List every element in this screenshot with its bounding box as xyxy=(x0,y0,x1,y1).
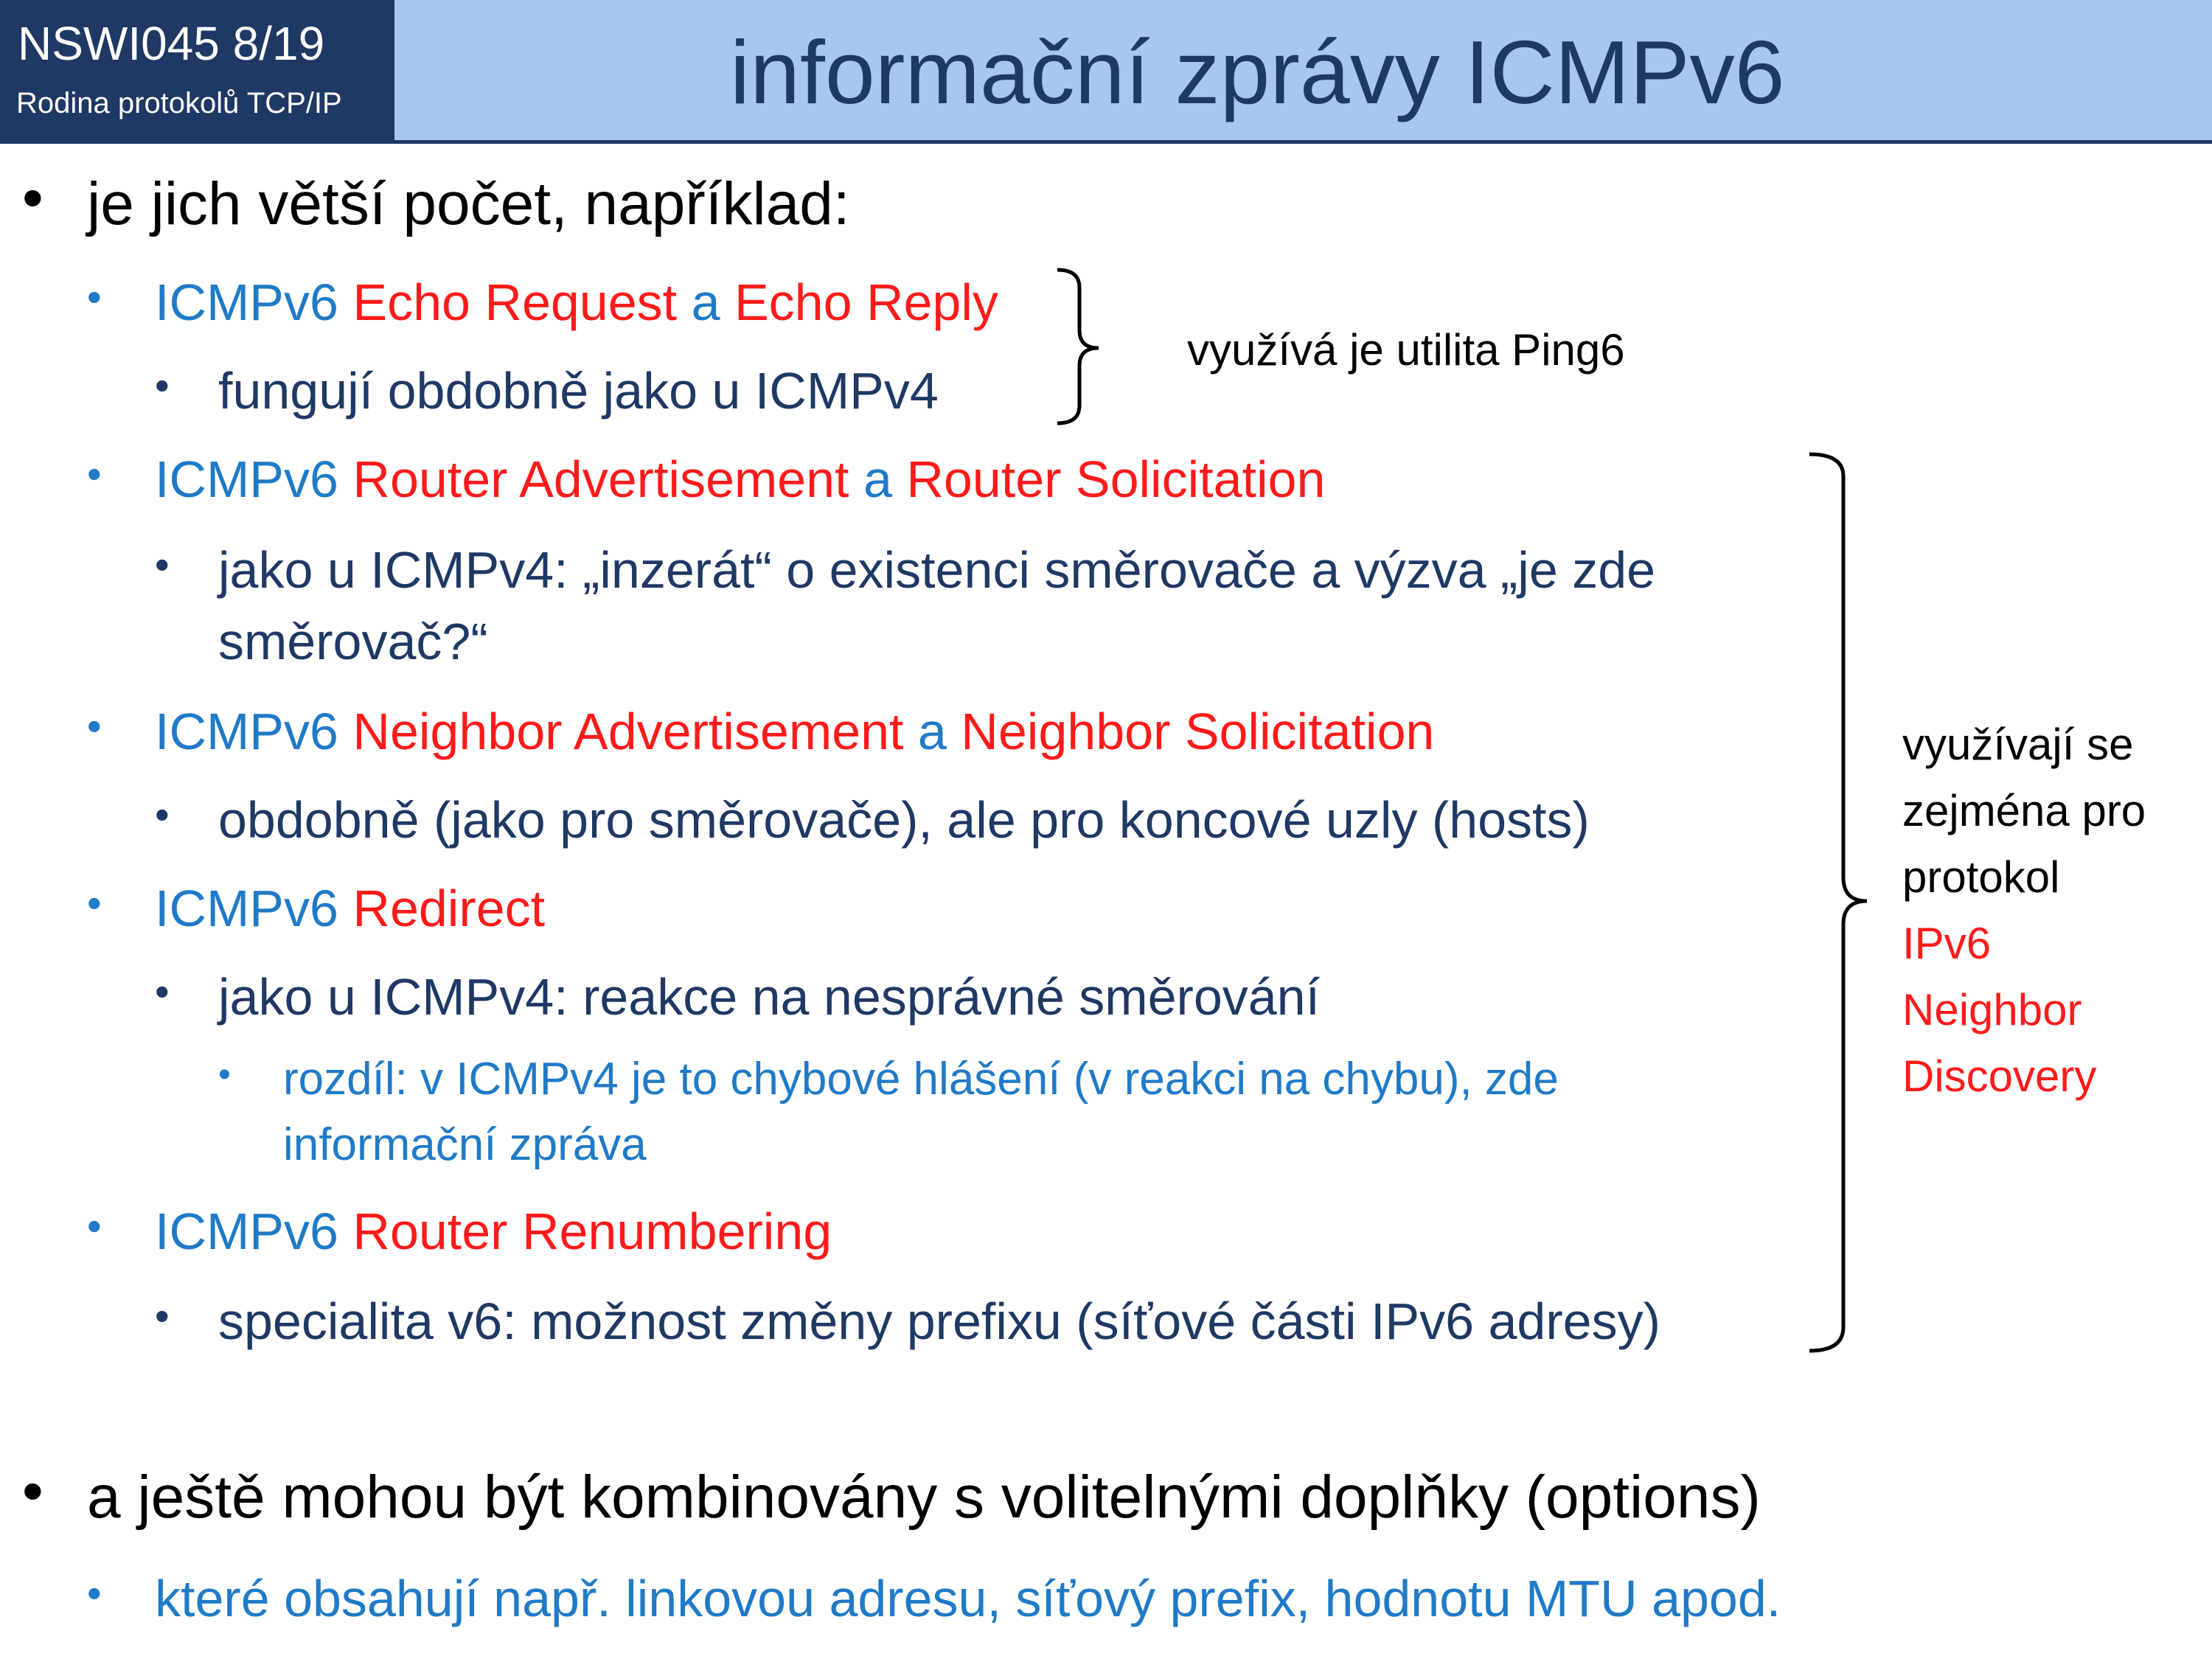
bullet-icon: • xyxy=(87,1203,102,1249)
annotation-nd-highlight: Neighbor xyxy=(1902,985,2082,1034)
list-item: ICMPv6 Redirect xyxy=(155,880,546,937)
slide-title: informační zprávy ICMPv6 xyxy=(730,22,1785,122)
brace-ping xyxy=(1054,265,1143,428)
bullet-icon: • xyxy=(87,1570,102,1616)
list-item: rozdíl: v ICMPv4 je to chybové hlášení (v reakci na chybu), zde xyxy=(283,1054,1559,1105)
bullet-icon: • xyxy=(22,1458,44,1525)
bullet-icon: • xyxy=(155,1293,170,1339)
annotation-nd-line: zejména pro xyxy=(1902,786,2146,835)
list-item-continuation: informační zpráva xyxy=(283,1119,647,1170)
list-item-continuation: směrovač?“ xyxy=(218,613,488,670)
bullet-icon: • xyxy=(87,703,102,749)
course-box xyxy=(0,0,394,144)
bullet-icon: • xyxy=(22,164,44,232)
list-item: ICMPv6 Router Advertisement a Router Solicitation xyxy=(155,451,1326,508)
list-item: obdobně (jako pro směrovače), ale pro koncové uzly (hosts) xyxy=(218,791,1590,849)
bullet-icon: • xyxy=(87,880,102,926)
list-item: jako u ICMPv4: „inzerát“ o existenci směrovače a výzva „je zde xyxy=(218,541,1656,599)
annotation-nd-line: protokol xyxy=(1902,852,2060,902)
list-item: které obsahují např. linkovou adresu, síťový prefix, hodnotu MTU apod. xyxy=(155,1570,1781,1627)
course-code: NSWI045 8/19 xyxy=(18,17,325,70)
list-item: je jich větší počet, například: xyxy=(87,170,850,237)
annotation-ping: využívá je utilita Ping6 xyxy=(1187,325,1625,375)
list-item: a ještě mohou být kombinovány s volitelnými doplňky (options) xyxy=(87,1464,1761,1531)
annotation-nd-highlight: Discovery xyxy=(1902,1051,2097,1101)
bullet-icon: • xyxy=(155,541,170,588)
list-item: fungují obdobně jako u ICMPv4 xyxy=(218,362,939,420)
list-item: ICMPv6 Neighbor Advertisement a Neighbor Solicitation xyxy=(155,703,1435,760)
bullet-icon: • xyxy=(87,274,102,320)
list-item: specialita v6: možnost změny prefixu (síťové části IPv6 adresy) xyxy=(218,1293,1660,1350)
bullet-icon: • xyxy=(87,451,102,497)
annotation-nd-line: využívají se xyxy=(1902,720,2134,769)
list-item: ICMPv6 Echo Request a Echo Reply xyxy=(155,274,998,331)
list-item: ICMPv6 Router Renumbering xyxy=(155,1203,832,1260)
bullet-icon: • xyxy=(155,791,170,838)
annotation-nd-highlight: IPv6 xyxy=(1902,919,1992,968)
brace-neighbor-discovery xyxy=(1806,450,1895,1357)
list-item: jako u ICMPv4: reakce na nesprávné směrování xyxy=(218,968,1321,1026)
bullet-icon: • xyxy=(155,968,170,1015)
bullet-icon: • xyxy=(218,1055,231,1094)
bullet-icon: • xyxy=(155,362,170,408)
course-name: Rodina protokolů TCP/IP xyxy=(16,87,342,119)
